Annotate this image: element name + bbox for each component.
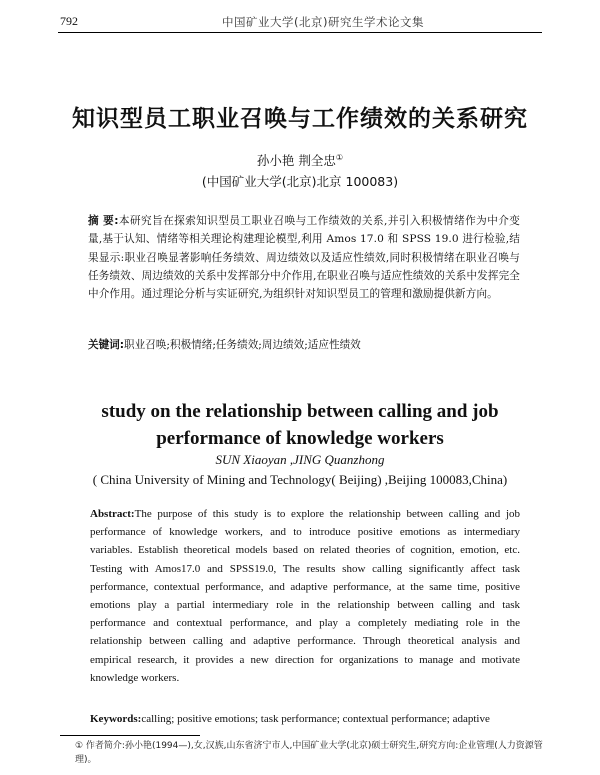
chinese-abstract-text: 本研究旨在探索知识型员工职业召唤与工作绩效的关系,并引入积极情绪作为中介变量,基于认知、情绪等相关理论构建理论模型,利用 Amos 17.0 和 SPSS 19.0 进行检验,结果显示:职业召唤显著影响任务绩效、周边绩效以及适应性绩效,同时积极情绪在职业召唤与任务绩效、周边绩效的关系中发挥部分中介作用,在职业召唤与适应性绩效的关系中发挥完全中介作用。通过理论分析与实证研究,为组织针对知识型员工的管理和激励提供新方向。: [88, 215, 520, 301]
english-title-line-2: performance of knowledge workers: [156, 428, 444, 449]
chinese-keywords-label: 关键词:: [88, 339, 125, 351]
journal-name: 中国矿业大学(北京)研究生学术论文集: [222, 15, 424, 29]
author-footnote: ① 作者简介:孙小艳(1994—),女,汉族,山东省济宁市人,中国矿业大学(北京)硕士研究生,研究方向:企业管理(人力资源管理)。: [75, 741, 543, 765]
chinese-affiliation: (中国矿业大学(北京)北京 100083): [201, 174, 399, 189]
chinese-authors: [0, 151, 600, 169]
english-affiliation: ( China University of Mining and Technology( Beijing) ,Beijing 100083,China): [92, 472, 508, 487]
page-number: 792: [60, 14, 78, 28]
english-abstract-label: Abstract:: [90, 508, 135, 520]
english-abstract: [90, 505, 520, 687]
english-title: [0, 398, 600, 452]
chinese-keywords: [88, 337, 528, 352]
chinese-abstract: [88, 212, 520, 303]
english-keywords-text: calling; positive emotions; task performance; contextual performance; adaptive: [141, 713, 490, 725]
chinese-abstract-label: 摘 要:: [88, 215, 119, 227]
english-abstract-text: The purpose of this study is to explore the relationship between calling and job performance of knowledge workers, and to introduce positive emotions as intermediary variables. Establish theoretical models based on related theories of cognition, emotion, etc. Testing with Amos17.0 and SPSS19.0, The results show calling significantly affect task performance, contextual performance, and adaptive performance, at the same time, positive emotions play a partial intermediary role in the relationship between calling and task performance and contextual performance, and play a completely mediating role in the relationship between calling and adaptive performance. Through theoretical analysis and empirical research, it provides a new direction for organizations to manage and motivate knowledge workers.: [90, 508, 520, 684]
chinese-title: 知识型员工职业召唤与工作绩效的关系研究: [72, 105, 528, 132]
chinese-author-names: 孙小艳 荆全忠: [256, 153, 336, 168]
english-title-line-1: study on the relationship between calling and job: [101, 401, 499, 422]
footnote-rule: [60, 735, 200, 736]
chinese-keywords-text: 职业召唤;积极情绪;任务绩效;周边绩效;适应性绩效: [124, 339, 361, 351]
english-keywords: [90, 713, 530, 725]
author-note-mark: ①: [335, 152, 344, 162]
header-rule: [58, 32, 542, 33]
english-authors: SUN Xiaoyan ,JING Quanzhong: [215, 452, 385, 467]
english-keywords-label: Keywords:: [90, 713, 142, 725]
